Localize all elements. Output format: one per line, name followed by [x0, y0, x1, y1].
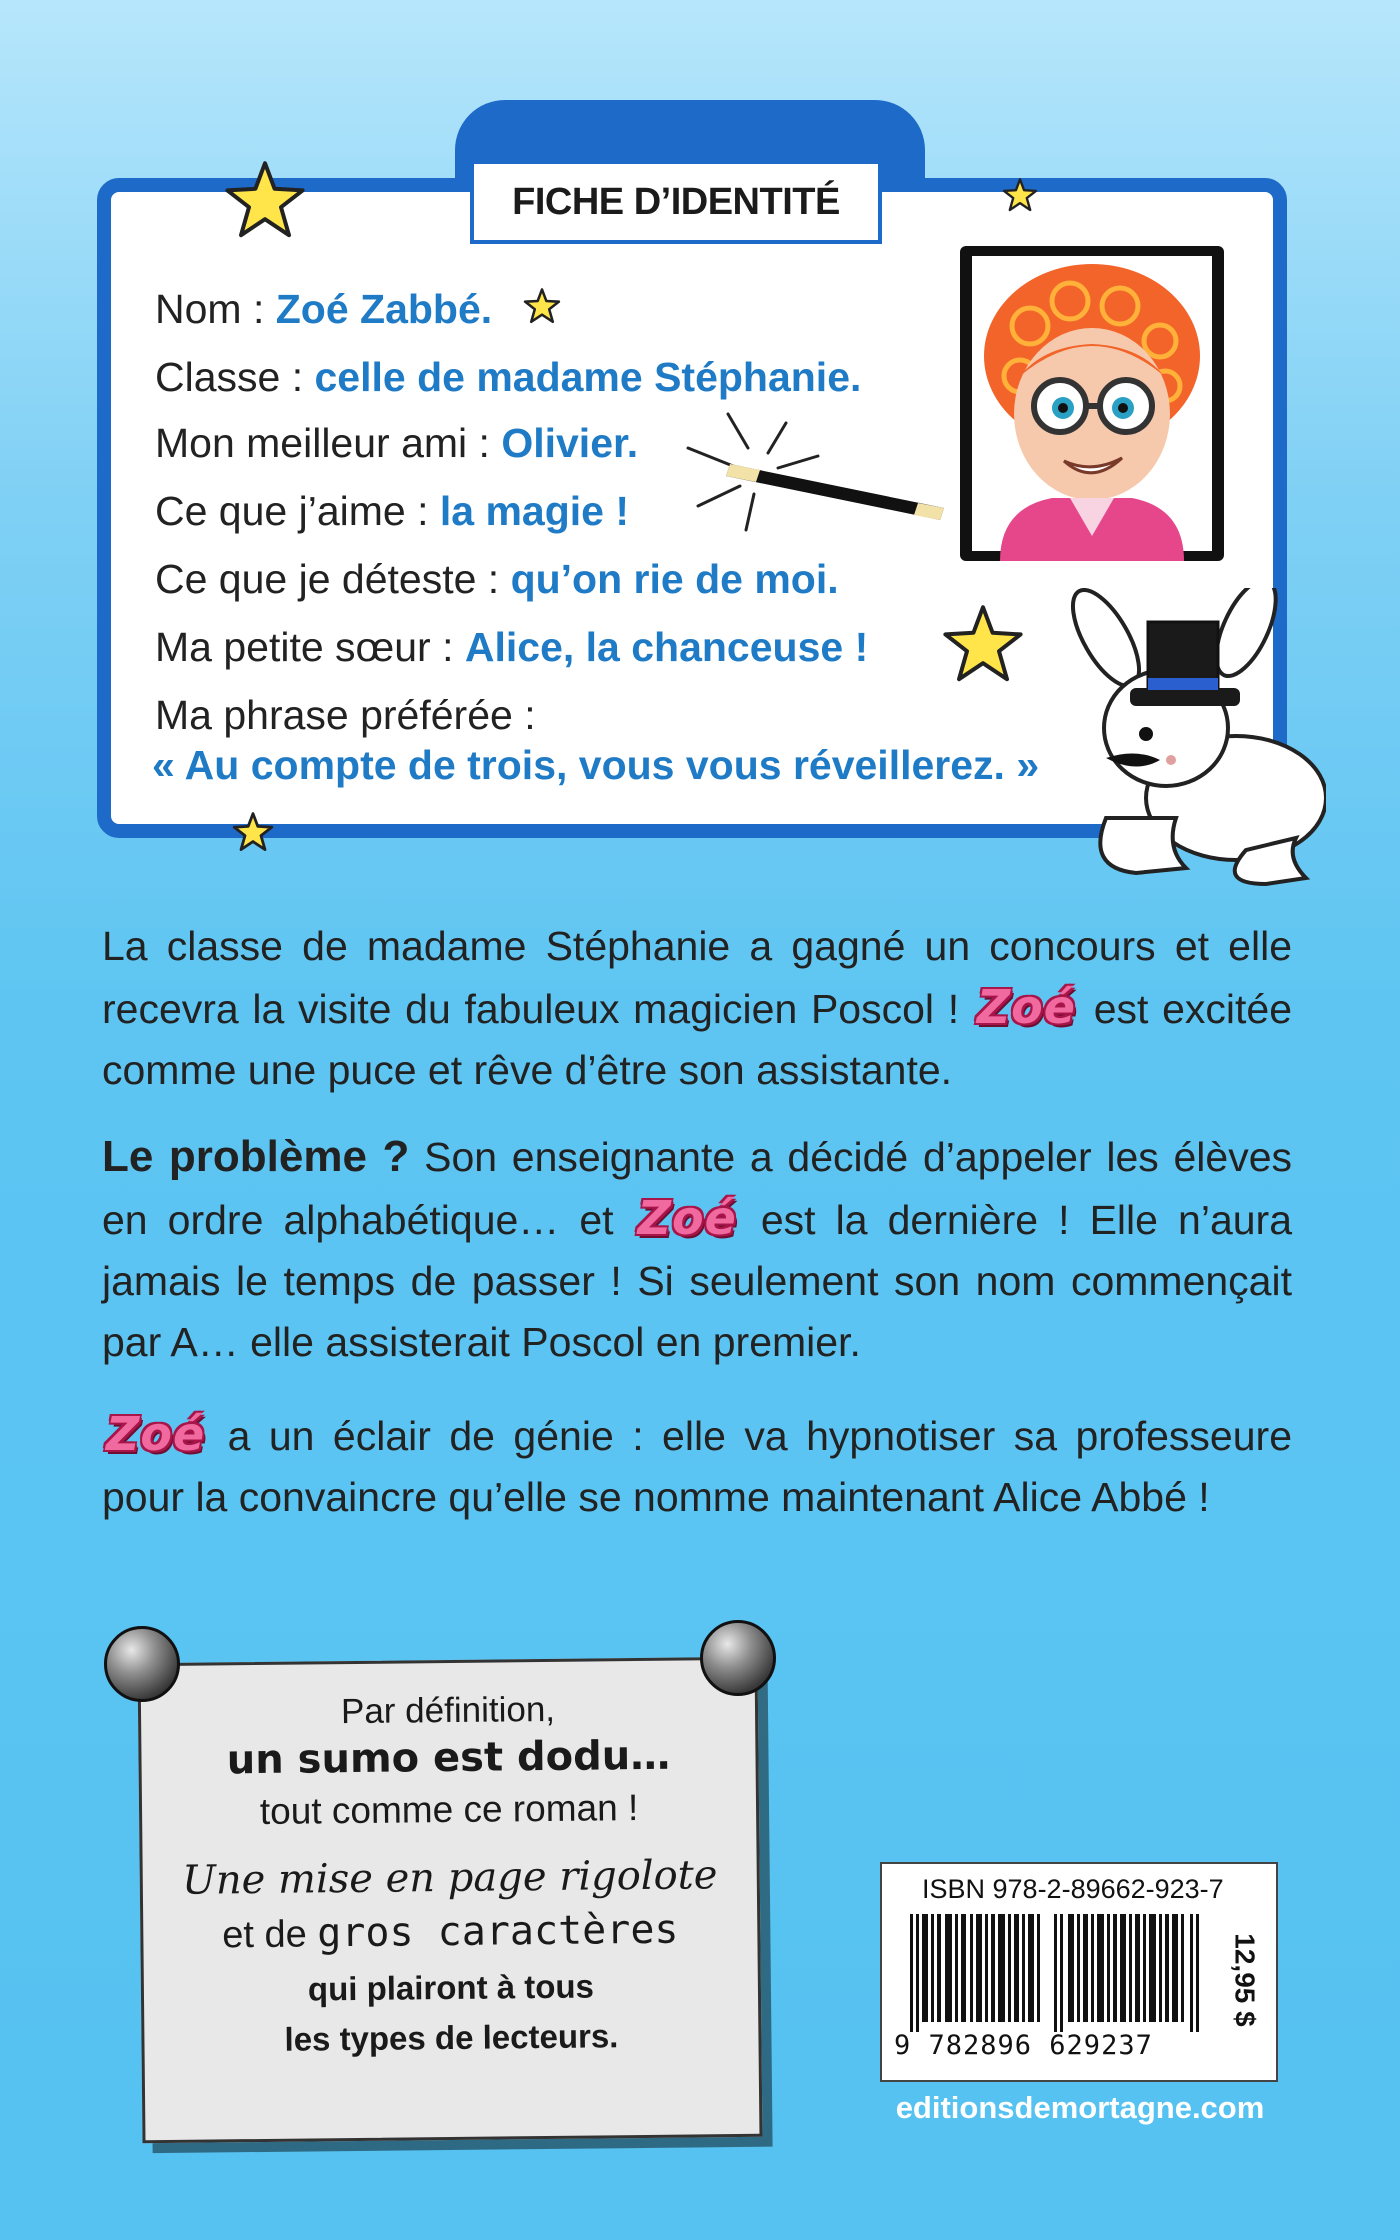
card-title: FICHE D’IDENTITÉ [470, 160, 882, 244]
row-nom [155, 286, 492, 333]
row-classe [155, 354, 861, 401]
text: est la dernière ! Elle n’aura jamais le temps de passer ! Si seulement son nom commençait par A… elle assisterait Poscol en premier. [102, 1197, 1293, 1365]
sign-line: un sumo est dodu… [226, 1732, 671, 1784]
sign-line: Par définition, [340, 1689, 556, 1732]
star-icon [523, 288, 561, 324]
favorite-quote: « Au compte de trois, vous vous réveillerez. » [152, 742, 1040, 788]
isbn-barcode [880, 1862, 1278, 2082]
row-label: Nom : [155, 286, 276, 332]
text: et de [221, 1913, 318, 1957]
sign-line: Une mise en page rigolote [181, 1852, 718, 1904]
row-aime [155, 488, 629, 535]
sumo-sign [138, 1657, 763, 2143]
pin-icon [104, 1626, 180, 1702]
barcode-digits: 9 782896 629237 [894, 2030, 1153, 2061]
star-icon [232, 812, 274, 852]
sign-line: qui plairont à tous [307, 1967, 595, 2008]
pin-icon [700, 1620, 776, 1696]
row-label: Ma phrase préférée : [155, 692, 536, 738]
sign-line [143, 1906, 757, 1958]
row-label: Ce que je déteste : [155, 556, 511, 602]
row-phrase [155, 692, 536, 739]
row-value: Alice, la chanceuse ! [464, 624, 869, 670]
publisher-website[interactable]: editionsdemortagne.com [895, 2090, 1265, 2125]
row-soeur [155, 624, 868, 671]
row-value: la magie ! [439, 488, 629, 534]
text: est excitée comme une puce et rêve d’être son assistante. [102, 986, 1292, 1093]
paragraph-2 [102, 1126, 1292, 1373]
row-label: Ce que j’aime : [155, 488, 440, 534]
barcode-icon [910, 1914, 1210, 2032]
sign-line: tout comme ce roman ! [259, 1787, 639, 1832]
row-deteste [155, 556, 839, 603]
row-value: Zoé Zabbé. [275, 286, 493, 332]
zoe-logo: Zoé [976, 980, 1076, 1034]
zoe-portrait [960, 246, 1224, 561]
star-icon [940, 604, 1026, 684]
text: gros caractères [317, 1906, 679, 1957]
row-value: Olivier. [501, 420, 639, 466]
row-value: celle de madame Stéphanie. [314, 354, 862, 400]
paragraph-3 [102, 1404, 1292, 1528]
sign-line: les types de lecteurs. [284, 2017, 619, 2058]
text: a un éclair de génie : elle va hypnotiser sa professeure pour la convaincre qu’elle se nomme maintenant Alice Abbé ! [102, 1413, 1292, 1520]
row-value: qu’on rie de moi. [510, 556, 839, 602]
problem-heading: Le problème ? [102, 1132, 410, 1181]
row-label: Classe : [155, 354, 315, 400]
zoe-logo: Zoé [106, 1407, 206, 1461]
text: Son enseignante a décidé d’appeler les élèves en ordre alphabétique… et [102, 1134, 1292, 1243]
row-label: Ma petite sœur : [155, 624, 465, 670]
row-ami [155, 420, 638, 467]
paragraph-1 [102, 916, 1292, 1101]
text: La classe de madame Stéphanie a gagné un concours et elle recevra la visite du fabuleux magicien Poscol ! [102, 923, 1292, 1032]
magic-wand-icon [668, 408, 958, 538]
price: 12,95 $ [1229, 1933, 1261, 2027]
isbn-number: ISBN 978-2-89662-923-7 [922, 1874, 1224, 1904]
zoe-logo: Zoé [637, 1191, 737, 1245]
star-icon [222, 160, 308, 240]
rabbit-magician-illustration [1066, 588, 1326, 888]
star-icon [1002, 178, 1038, 212]
row-label: Mon meilleur ami : [155, 420, 502, 466]
